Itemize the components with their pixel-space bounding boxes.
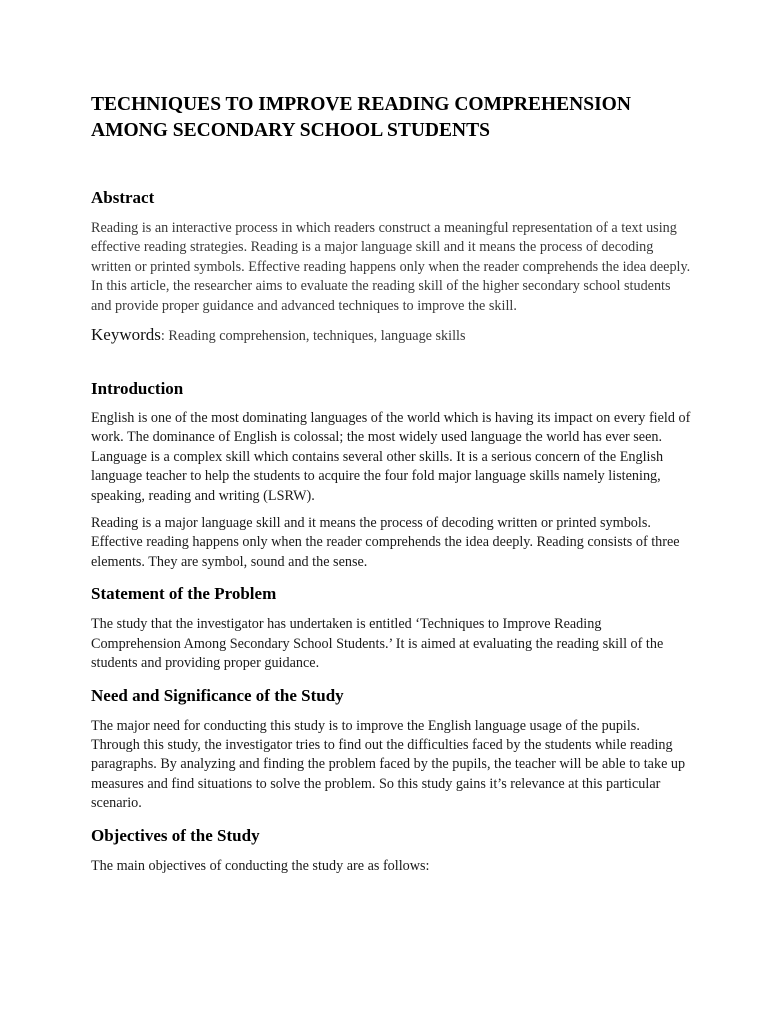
title-line-2: AMONG SECONDARY SCHOOL STUDENTS xyxy=(91,120,490,141)
objectives-paragraph: The main objectives of conducting the study are as follows: xyxy=(91,857,430,874)
abstract-heading: Abstract xyxy=(91,188,155,207)
abstract-paragraph: Reading is an interactive process in which readers construct a meaningful representation of a text using effective reading strategies. Reading is a major language skill and it means the process of decoding written or printed symbols. Effective reading happens only when the reader comprehends the idea deeply. In this article, the researcher aims to evaluate the reading skill of the higher secondary school students and provide proper guidance and advanced techniques to improve the skill. xyxy=(91,220,691,314)
problem-paragraph: The study that the investigator has undertaken is entitled ‘Techniques to Improve Reading Comprehension Among Secondary School Students.’ It is aimed at evaluating the reading skill of the students and providing proper guidance. xyxy=(91,616,664,672)
introduction-heading: Introduction xyxy=(91,379,184,399)
keywords-label: Keywords xyxy=(91,325,161,345)
keywords-colon: : xyxy=(160,328,169,345)
keywords-text: Reading comprehension, techniques, language skills xyxy=(168,328,466,345)
document-page xyxy=(91,92,691,876)
title-line-1: TECHNIQUES TO IMPROVE READING COMPREHENSION xyxy=(91,94,631,115)
need-paragraph: The major need for conducting this study is to improve the English language usage of the pupils. Through this study, the investigator tries to find out the difficulties faced by the students while reading paragraphs. By analyzing and finding the problem faced by the pupils, the teacher will be able to take up measures and find situations to solve the problem. So this study gains it’s relevance at this particular scenario. xyxy=(91,717,686,812)
objectives-heading: Objectives of the Study xyxy=(91,825,260,845)
problem-heading: Statement of the Problem xyxy=(91,584,277,604)
introduction-paragraph-1: English is one of the most dominating languages of the world which is having its impact on every field of work. The dominance of English is colossal; the most widely used language the world has ever seen. Language is a complex skill which contains several other skills. It is a serious concern of the English language teacher to help the students to acquire the four fold major language skills namely listening, speaking, reading and writing (LSRW). xyxy=(91,410,691,504)
introduction-paragraph-2: Reading is a major language skill and it means the process of decoding written or printed symbols. Effective reading happens only when the reader comprehends the idea deeply. Reading consists of three elements. They are symbol, sound and the sense. xyxy=(91,515,680,570)
keywords-line xyxy=(91,324,691,347)
need-heading: Need and Significance of the Study xyxy=(91,685,344,705)
document-title xyxy=(91,92,691,144)
